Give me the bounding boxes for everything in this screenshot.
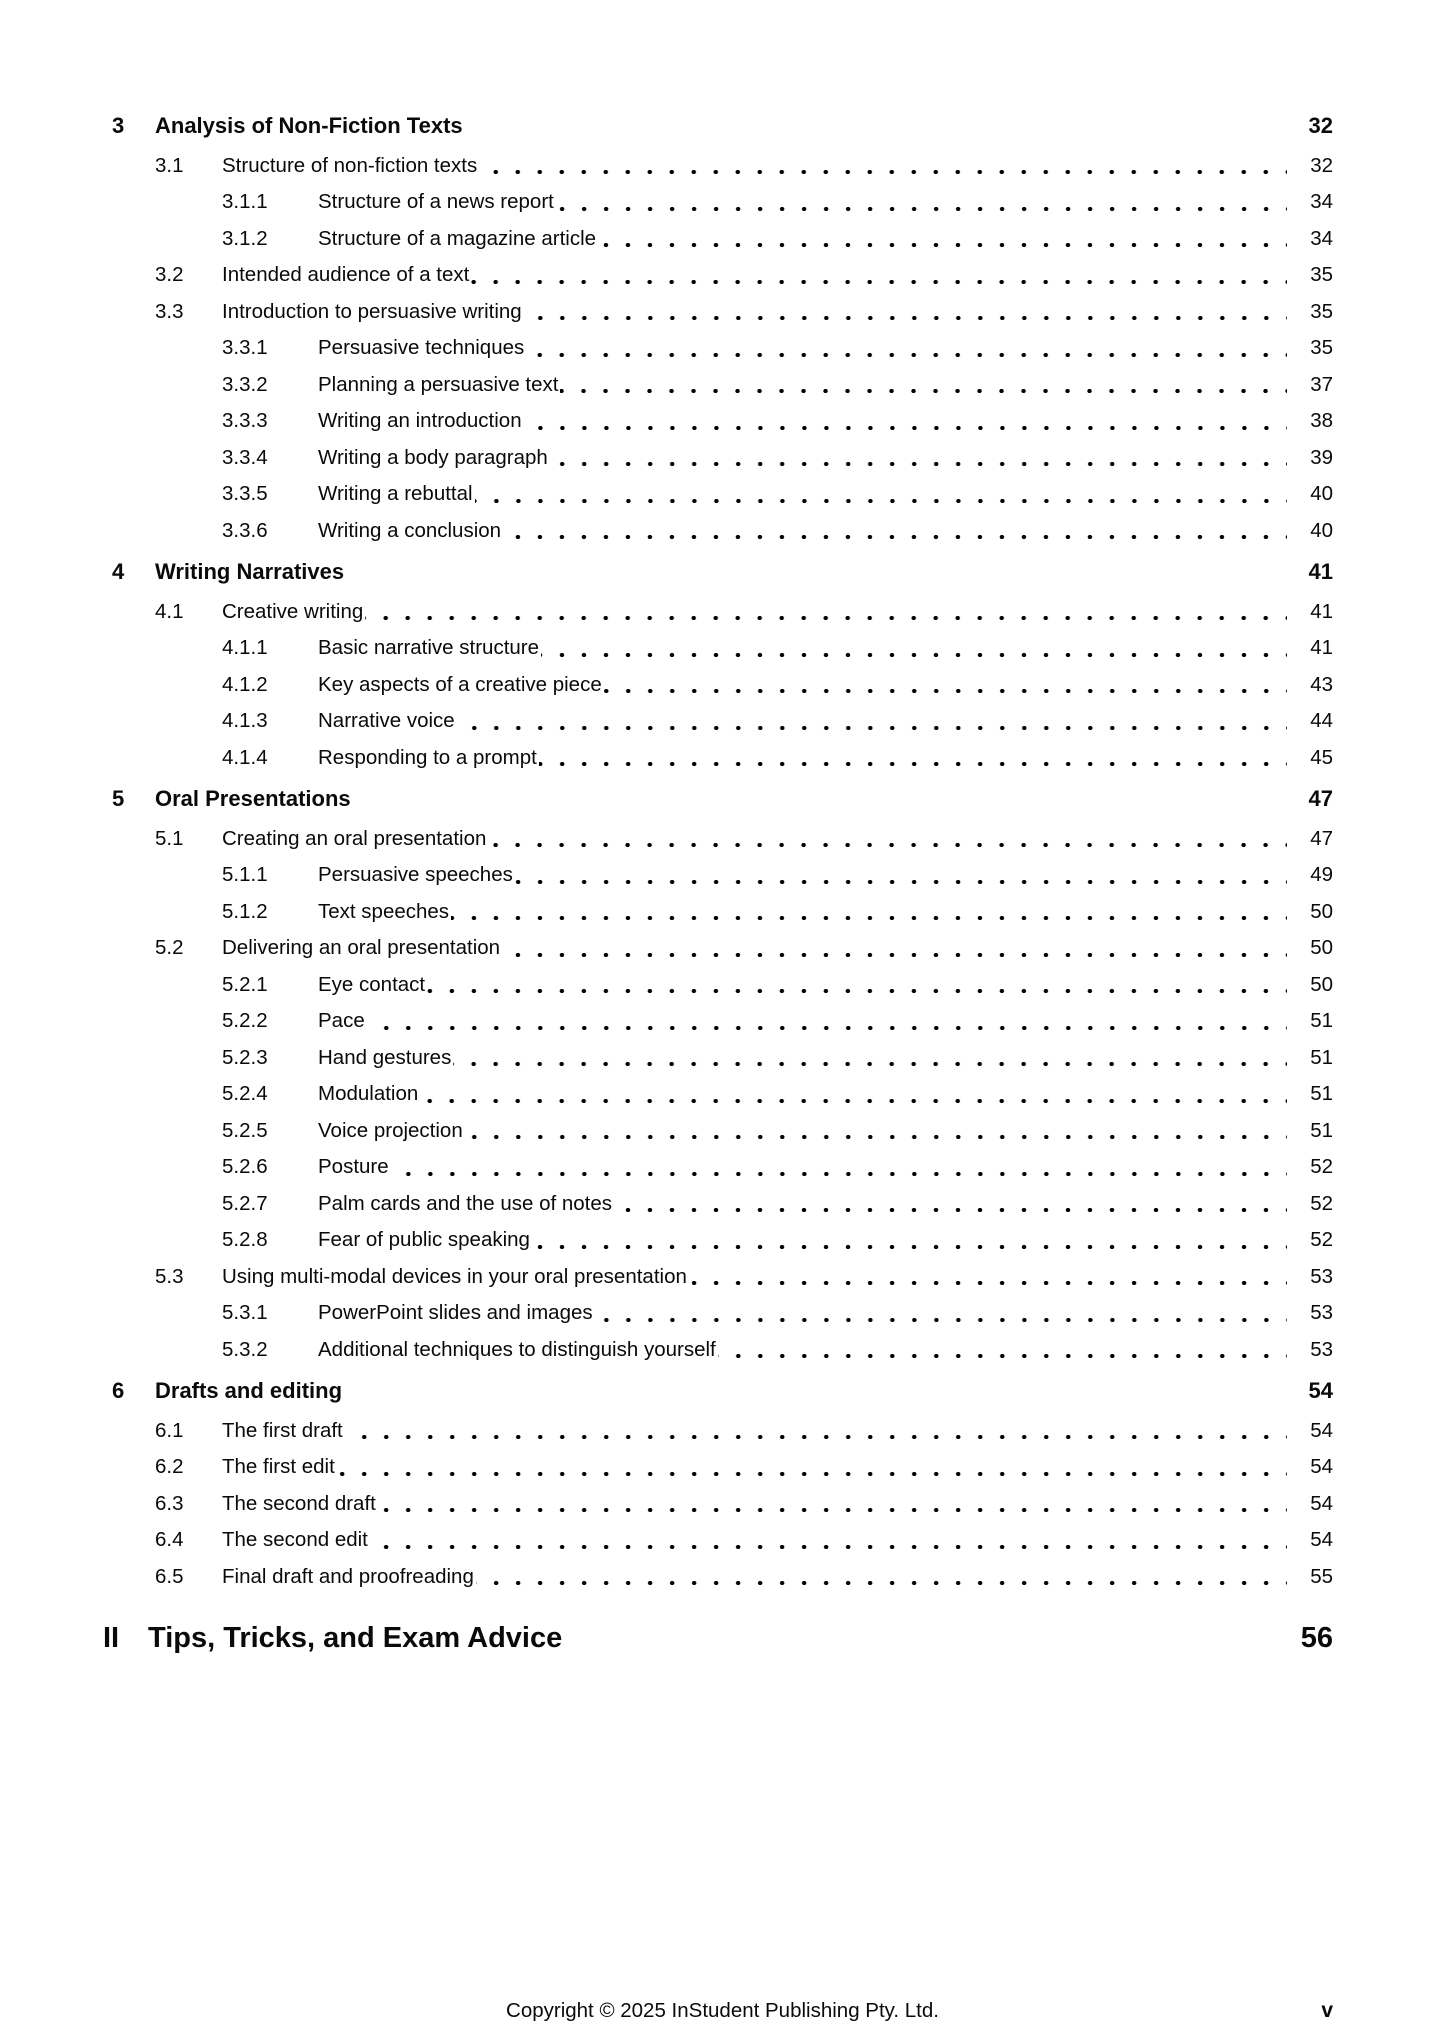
toc-entry-chapter <box>112 108 1333 145</box>
toc-entry-number: 3.3.1 <box>222 336 268 359</box>
toc-entry-title: Intended audience of a text <box>222 263 470 286</box>
toc-entry-title: Writing an introduction <box>318 409 522 432</box>
toc-entry-page: 47 <box>1308 786 1333 811</box>
toc-entry-subsection <box>222 667 1333 704</box>
toc-entry-page: 34 <box>1310 226 1333 250</box>
toc-entry-page: 35 <box>1310 299 1333 323</box>
toc-entry-number: 5.2.1 <box>222 972 268 996</box>
toc-entry-number: 5.2.7 <box>222 1191 268 1215</box>
toc-entry-subsection <box>222 476 1333 513</box>
toc-entry-page: 50 <box>1310 972 1333 996</box>
toc-entry-subsection <box>222 1222 1333 1259</box>
dot-leader <box>475 476 1287 513</box>
toc-entry-number: 3.1.1 <box>222 190 268 213</box>
folio-page-number: v <box>1321 1999 1333 2022</box>
toc-entry-number: 5.3.1 <box>222 1301 268 1324</box>
toc-entry-subsection <box>222 1149 1333 1186</box>
toc-entry-subsection <box>222 967 1333 1004</box>
toc-entry-title: Additional techniques to distinguish yourself <box>318 1337 716 1361</box>
toc-entry-page: 51 <box>1310 1118 1333 1142</box>
toc-entry-title: Narrative voice <box>318 709 455 732</box>
toc-entry-section <box>155 257 1333 294</box>
toc-entry-title: Structure of a magazine article <box>318 226 597 250</box>
dot-leader <box>515 857 1287 894</box>
toc-entry-number: 5.1.2 <box>222 899 268 923</box>
dot-leader <box>502 930 1287 967</box>
toc-entry-page: 54 <box>1310 1418 1333 1442</box>
toc-entry-subsection <box>222 440 1333 477</box>
toc-entry-number: 5.2 <box>155 936 184 959</box>
toc-entry-page: 51 <box>1310 1045 1333 1069</box>
toc-entry-subsection <box>222 367 1333 404</box>
toc-entry-page: 37 <box>1310 372 1333 396</box>
dot-leader <box>391 1149 1287 1186</box>
toc-entry-page: 52 <box>1310 1191 1333 1215</box>
toc-entry-subsection <box>222 1040 1333 1077</box>
toc-entry-number: 6.4 <box>155 1528 184 1551</box>
toc-entry-number: 4 <box>112 559 125 584</box>
dot-leader <box>378 1486 1287 1523</box>
toc-entry-title: Structure of a news report <box>318 190 554 213</box>
toc-entry-section <box>155 930 1333 967</box>
toc-entry-title: Writing a conclusion <box>318 518 502 542</box>
toc-entry-page: 32 <box>1308 113 1333 138</box>
toc-entry-number: 3.1 <box>155 153 184 177</box>
toc-entry-page: 50 <box>1310 936 1333 959</box>
toc-entry-title: Text speeches <box>318 899 450 923</box>
toc-entry-subsection <box>222 630 1333 667</box>
dot-leader <box>595 1295 1287 1332</box>
toc-entry-number: 6.5 <box>155 1564 184 1588</box>
toc-entry-page: 50 <box>1310 899 1333 923</box>
toc-entry-title: Introduction to persuasive writing <box>222 299 522 323</box>
toc-entry-title: Oral Presentations <box>155 786 351 811</box>
dot-leader <box>365 594 1287 631</box>
toc-entry-number: 3.3.6 <box>222 518 268 542</box>
dot-leader <box>453 1040 1287 1077</box>
toc-entry-subsection <box>222 221 1333 258</box>
toc-entry-title: Responding to a prompt <box>318 745 537 769</box>
toc-entry-title: Key aspects of a creative piece <box>318 672 602 696</box>
toc-entry-title: Writing Narratives <box>155 559 345 584</box>
table-of-contents <box>103 103 1333 1658</box>
dot-leader <box>345 1413 1287 1450</box>
toc-entry-number: 3.3 <box>155 299 184 323</box>
toc-entry-section <box>155 1413 1333 1450</box>
toc-entry-chapter <box>112 1373 1333 1410</box>
toc-entry-section <box>155 1522 1333 1559</box>
toc-entry-number: 5.2.6 <box>222 1155 268 1178</box>
toc-entry-title: Structure of non-fiction texts <box>222 153 478 177</box>
toc-entry-page: 51 <box>1310 1082 1333 1105</box>
toc-entry-page: 53 <box>1310 1301 1333 1324</box>
dot-leader <box>604 667 1287 704</box>
toc-entry-section <box>155 148 1333 185</box>
toc-entry-subsection <box>222 703 1333 740</box>
toc-entry-title: Voice projection <box>318 1118 463 1142</box>
toc-entry-title: Palm cards and the use of notes <box>318 1191 613 1215</box>
toc-entry-number: 3.3.4 <box>222 445 268 469</box>
dot-leader <box>370 1522 1287 1559</box>
toc-entry-number: 3.1.2 <box>222 226 268 250</box>
toc-entry-title: Using multi-modal devices in your oral presentation <box>222 1264 687 1288</box>
toc-entry-page: 40 <box>1310 482 1333 505</box>
dot-leader <box>718 1332 1287 1369</box>
toc-entry-section <box>155 1486 1333 1523</box>
toc-entry-subsection <box>222 1186 1333 1223</box>
toc-entry-title: The second draft <box>222 1491 376 1515</box>
dot-leader <box>367 1003 1287 1040</box>
toc-entry-page: 41 <box>1310 599 1333 623</box>
toc-entry-title: PowerPoint slides and images <box>318 1301 593 1324</box>
toc-entry-subsection <box>222 1003 1333 1040</box>
toc-entry-title: Modulation <box>318 1082 419 1105</box>
dot-leader <box>614 1186 1287 1223</box>
toc-entry-page: 47 <box>1310 826 1333 850</box>
toc-entry-subsection <box>222 857 1333 894</box>
toc-entry-title: Final draft and proofreading <box>222 1564 474 1588</box>
toc-entry-subsection <box>222 513 1333 550</box>
dot-leader <box>539 740 1287 777</box>
toc-entry-page: 44 <box>1310 709 1333 732</box>
dot-leader <box>526 330 1287 367</box>
toc-entry-part <box>103 1618 1333 1658</box>
dot-leader <box>689 1259 1287 1296</box>
toc-entry-page: 43 <box>1310 672 1333 696</box>
toc-entry-number: 5.1 <box>155 826 184 850</box>
toc-entry-title: The first draft <box>222 1418 343 1442</box>
dot-leader <box>598 221 1287 258</box>
toc-entry-number: 5 <box>112 786 125 811</box>
toc-entry-number: 5.2.2 <box>222 1009 268 1032</box>
toc-entry-subsection <box>222 740 1333 777</box>
toc-entry-number: 4.1.3 <box>222 709 268 732</box>
toc-entry-section <box>155 294 1333 331</box>
toc-entry-page: 34 <box>1310 190 1333 213</box>
toc-entry-number: 4.1.4 <box>222 745 268 769</box>
toc-entry-title: Persuasive techniques <box>318 336 525 359</box>
dot-leader <box>457 703 1287 740</box>
toc-entry-title: The first edit <box>222 1455 335 1478</box>
toc-entry-title: Eye contact <box>318 972 426 996</box>
toc-entry-page: 53 <box>1310 1264 1333 1288</box>
toc-entry-title: Delivering an oral presentation <box>222 936 501 959</box>
toc-entry-subsection <box>222 894 1333 931</box>
toc-entry-page: 35 <box>1310 336 1333 359</box>
toc-entry-page: 54 <box>1310 1455 1333 1478</box>
toc-entry-chapter <box>112 781 1333 818</box>
dot-leader <box>560 367 1287 404</box>
toc-entry-number: 6 <box>112 1378 125 1403</box>
toc-entry-number: 5.3 <box>155 1264 184 1288</box>
toc-entry-number: 3.3.2 <box>222 372 268 396</box>
toc-entry-page: 49 <box>1310 863 1333 886</box>
toc-entry-number: 5.3.2 <box>222 1337 268 1361</box>
toc-entry-chapter <box>112 554 1333 591</box>
toc-entry-page: 39 <box>1310 445 1333 469</box>
toc-entry-title: Hand gestures <box>318 1045 452 1069</box>
toc-entry-page: 40 <box>1310 518 1333 542</box>
toc-entry-section <box>155 1259 1333 1296</box>
toc-entry-page: 32 <box>1310 153 1333 177</box>
toc-entry-title: Pace <box>318 1009 365 1032</box>
toc-entry-section <box>155 594 1333 631</box>
dot-leader <box>471 257 1287 294</box>
toc-entry-page: 51 <box>1310 1009 1333 1032</box>
toc-entry-title: Creative writing <box>222 599 364 623</box>
toc-entry-page: 56 <box>1300 1622 1333 1654</box>
copyright-notice: Copyright © 2025 InStudent Publishing Pty. Ltd. <box>506 1999 939 2022</box>
toc-entry-subsection <box>222 1076 1333 1113</box>
toc-entry-page: 52 <box>1310 1228 1333 1251</box>
dot-leader <box>465 1113 1287 1150</box>
toc-entry-number: 3.3.5 <box>222 482 268 505</box>
toc-entry-title: Writing a rebuttal <box>318 482 473 505</box>
toc-entry-number: 5.2.5 <box>222 1118 268 1142</box>
toc-entry-title: Planning a persuasive text <box>318 372 559 396</box>
toc-entry-number: 4.1.1 <box>222 636 268 659</box>
toc-entry-title: Analysis of Non-Fiction Texts <box>155 113 463 138</box>
toc-entry-page: 55 <box>1310 1564 1333 1588</box>
toc-entry-subsection <box>222 1295 1333 1332</box>
toc-entry-title: Drafts and editing <box>155 1378 343 1403</box>
toc-entry-number: 3.2 <box>155 263 184 286</box>
dot-leader <box>479 148 1287 185</box>
toc-entry-page: 53 <box>1310 1337 1333 1361</box>
toc-entry-title: Posture <box>318 1155 389 1178</box>
toc-entry-title: Basic narrative structure <box>318 636 540 659</box>
toc-entry-number: 3 <box>112 113 125 138</box>
toc-entry-number: 6.2 <box>155 1455 184 1478</box>
toc-entry-number: 4.1 <box>155 599 184 623</box>
toc-entry-title: Writing a body paragraph <box>318 445 548 469</box>
dot-leader <box>476 1559 1287 1596</box>
toc-entry-title: Fear of public speaking <box>318 1228 530 1251</box>
toc-entry-subsection <box>222 330 1333 367</box>
toc-entry-page: 54 <box>1310 1528 1333 1551</box>
dot-leader <box>451 894 1287 931</box>
toc-entry-page: 52 <box>1310 1155 1333 1178</box>
dot-leader <box>541 630 1287 667</box>
dot-leader <box>524 403 1287 440</box>
toc-entry-section <box>155 1449 1333 1486</box>
toc-entry-number: 6.3 <box>155 1491 184 1515</box>
toc-entry-number: 5.2.8 <box>222 1228 268 1251</box>
toc-entry-number: II <box>103 1622 120 1654</box>
toc-entry-number: 3.3.3 <box>222 409 268 432</box>
toc-entry-page: 41 <box>1310 636 1333 659</box>
toc-entry-page: 54 <box>1308 1378 1333 1403</box>
dot-leader <box>337 1449 1287 1486</box>
toc-entry-title: Persuasive speeches <box>318 863 513 886</box>
dot-leader <box>420 1076 1287 1113</box>
toc-entry-number: 5.2.4 <box>222 1082 268 1105</box>
dot-leader <box>488 821 1287 858</box>
toc-entry-title: The second edit <box>222 1528 368 1551</box>
dot-leader <box>524 294 1287 331</box>
toc-entry-number: 5.1.1 <box>222 863 268 886</box>
toc-entry-subsection <box>222 1332 1333 1369</box>
toc-entry-page: 45 <box>1310 745 1333 769</box>
toc-entry-page: 41 <box>1308 559 1333 584</box>
toc-entry-page: 38 <box>1310 409 1333 432</box>
dot-leader <box>550 440 1287 477</box>
toc-entry-subsection <box>222 184 1333 221</box>
toc-entry-number: 5.2.3 <box>222 1045 268 1069</box>
dot-leader <box>556 184 1287 221</box>
dot-leader <box>503 513 1287 550</box>
toc-entry-title: Creating an oral presentation <box>222 826 487 850</box>
toc-entry-number: 4.1.2 <box>222 672 268 696</box>
toc-entry-page: 54 <box>1310 1491 1333 1515</box>
toc-entry-section <box>155 821 1333 858</box>
toc-entry-page: 35 <box>1310 263 1333 286</box>
toc-entry-subsection <box>222 1113 1333 1150</box>
toc-entry-number: 6.1 <box>155 1418 184 1442</box>
toc-entry-title: Tips, Tricks, and Exam Advice <box>148 1622 563 1654</box>
dot-leader <box>427 967 1287 1004</box>
dot-leader <box>532 1222 1287 1259</box>
page-footer <box>112 1996 1333 2026</box>
toc-entry-section <box>155 1559 1333 1596</box>
toc-entry-subsection <box>222 403 1333 440</box>
